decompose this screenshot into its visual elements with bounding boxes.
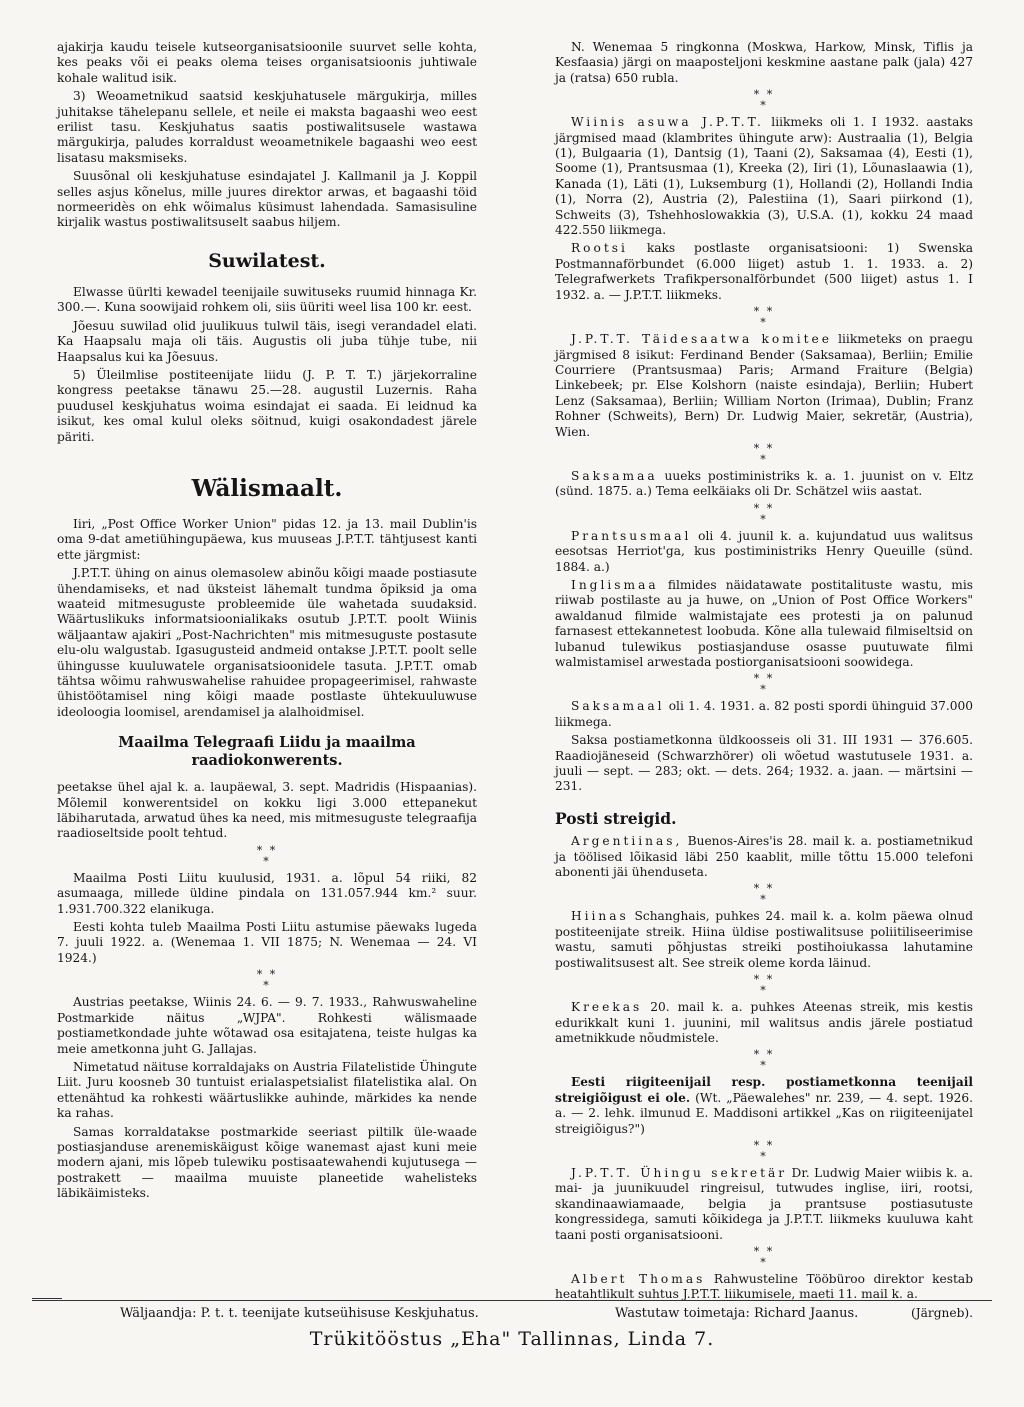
paragraph: Nimetatud näituse korraldajaks on Austria Filatelistide Ühingute Liit. Juru koosneb 30 tuntuist erialaspetsialist filatelistika alal. On ettenähtud ka rohkesti wäärtuslikke auhinde, märkides ka nende ka rahas.: [57, 1059, 477, 1121]
section-heading-telegraph-union: Maailma Telegraafi Liidu ja maailma raadiokonwerents.: [118, 734, 416, 770]
separator-stars: * * *: [753, 882, 775, 907]
paragraph: Saksamaa uueks postiministriks k. a. 1. juunist on v. Eltz (sünd. 1875. a.) Tema eelkäiaks oli Dr. Schätzel wiis aastat.: [555, 468, 973, 499]
paragraph: Argentiinas, Buenos-Aires'is 28. mail k. a. postiametnikud ja töölised lõikasid läbi 250 kaablit, mille tõttu 15.000 telefoni abonenti jäi ühenduseta.: [555, 834, 973, 880]
paragraph: N. Wenemaa 5 ringkonna (Moskwa, Harkow, Minsk, Tiflis ja Kesfaasia) järgi on maaposteljoni keskmine aastane palk (jala) 427 ja (ratsa) 650 rubla.: [555, 40, 973, 85]
separator-stars: * * *: [753, 1048, 775, 1073]
right-column: [555, 40, 973, 1321]
paragraph: Maailma Posti Liitu kuulusid, 1931. a. lõpul 54 riiki, 82 asumaaga, millede üldine pindala on 131.057.944 km.² suur. 1.931.700.322 elanikuga.: [57, 870, 477, 916]
paragraph: Eesti riigiteenijail resp. postiametkonna teenijail streigiõigust ei ole. (Wt. „Päewalehes" nr. 239, — 4. sept. 1926. a. — 2. lehk. ilmunud E. Maddisoni artikkel „Kas on riigiteenijatel streigiõigus?"): [555, 1075, 973, 1136]
paragraph: Austrias peetakse, Wiinis 24. 6. — 9. 7. 1933., Rahwuswaheline Postmarkide näitus „WJPA". Rohkesti wälismaade postiametkondade juhte wõtawad osa esitajatena, teiste hulgas ka meie ametkonna juht G. Jallajas.: [57, 995, 477, 1056]
paragraph: Albert Thomas Rahwusteline Tööbüroo direktor kestab heatahtlikult suhtus J.P.T.T. liikumisele, maeti 11. mail k. a.: [555, 1271, 973, 1302]
left-column: [57, 40, 477, 1205]
separator-stars: * * *: [753, 88, 775, 113]
paragraph: ajakirja kaudu teisele kutseorganisatsioonile suurvet selle kohta, kes peaks või ei peaks olema teises organisatsioonis juhtiwale kohale walitud isik.: [57, 40, 477, 85]
paragraph: 5) Üleilmlise postiteenijate liidu (J. P. T. T.) järjekorraline kongress peetakse tänawu 25.—28. augustil Luzernis. Raha puudusel keskjuhatus woima esindajat ei saada. Ei leidnud ka isikut, kes omal kulul oleks söitnud, kuigi osakondadest järele päriti.: [57, 367, 477, 444]
paragraph: Prantsusmaal oli 4. juunil k. a. kujundatud uus walitsus eesotsas Herriot'ga, kus postiministriks Henry Queuille (sünd. 1884. a.): [555, 528, 973, 574]
paragraph: 3) Weoametnikud saatsid keskjuhatusele märgukirja, milles juhitakse tähelepanu sellele, et neile ei maksta bagaashi weo eest erilist tasu. Keskjuhatus saatis postiwalitsusele wastawa märgukirja, paludes korraldust weoametnikele bagaashi weo eest lisatasu maksmiseks.: [57, 89, 477, 165]
paragraph: Elwasse üürlti kewadel teenijaile suwituseks ruumid hinnaga Kr. 300.—. Kuna soowijaid rohkem oli, siis üüriti weel lisa 100 kr. eest.: [57, 284, 477, 315]
section-heading-suwilatest: Suwilatest.: [208, 249, 326, 272]
separator-stars: * * *: [753, 305, 775, 330]
publisher-line: Wäljaandja: P. t. t. teenijate kutseühisuse Keskjuhatus.: [120, 1306, 479, 1321]
separator-stars: * * *: [753, 973, 775, 998]
paragraph: Kreekas 20. mail k. a. puhkes Ateenas streik, mis kestis edurikkalt kuni 1. juunini, mil walitsus andis järele postiatud ametnikkude nõudmistele.: [555, 1000, 973, 1045]
paragraph: Iiri, „Post Office Worker Union" pidas 12. ja 13. mail Dublin'is oma 9-dat ametiühingupäewa, kus muuseas J.P.T.T. tähtjusest kanti ette järgmist:: [57, 516, 477, 562]
separator-stars: * * *: [753, 1244, 775, 1269]
paragraph: Rootsi kaks postlaste organisatsiooni: 1) Swenska Postmannaförbundet (6.000 liiget) astub 1. 1. 1933. a. 2) Telegrafwerkets Trafikpersonalförbundet (500 liiget) astus 1. I 1932. a. — J.P.T.T. liikmeks.: [555, 241, 973, 302]
paragraph: Inglismaa filmides näidatawate postitalituste wastu, mis riiwab postilaste au ja huwe, on „Union of Post Office Workers" awaldanud filmide walmistajate ees protesti ja on palunud farnasest ettekannetest loobuda. Kõne alla tulewaid filmiseltsid on lubanud tulewikus postiasjanduse osasse puutuwate filmi walmistamisel arwestada postiorganisatsiooni soowidega.: [555, 577, 973, 669]
paragraph: Saksamaal oli 1. 4. 1931. a. 82 posti spordi ühinguid 37.000 liikmega.: [555, 699, 973, 729]
paragraph: Eesti kohta tuleb Maailma Posti Liitu astumise päewaks lugeda 7. juuli 1922. a. (Wenemaa 1. VII 1875; N. Wenemaa — 24. VI 1924.): [57, 920, 477, 965]
paragraph: Suusõnal oli keskjuhatuse esindajatel J. Kallmanil ja J. Koppil selles asjus kõnelus, mille juures direktor arwas, et bagaashi töid normeeridès on ehk wõimalus küsimust lahendada. Samasisuline kirjalik wastus postiwalitsuselt saabus hiljem.: [57, 169, 477, 230]
separator-stars: * * *: [256, 968, 278, 993]
paragraph: J.P.T.T. ühing on ainus olemasolew abinõu kõigi maade postiasute ühendamiseks, et nad üksteist lähemalt tundma õpiksid ja oma waateid mitmesuguste probleemide üle wahetada suudaksid. Wäärtuslikuks informatsioonialikaks osutub J.P.T.T. poolt Wiinis wäljaantaw ajakiri „Post-Nachrichten" mis mitmesuguste postasute elu-olu walgustab. Igasugusteid andmeid ontakse J.P.T.T. poolt selle ühingusse kuuluwatele organisatsioonidele tasuta. J.P.T.T. omab tähtsa wõimu rahwuswahelise rahuidee propageerimisel, rahwaste ühistöötamisel ning kõigi maade postlaste ühtekuuluwuse ideoloogia loomisel, arendamisel ja alalhoidmisel.: [57, 566, 477, 719]
paragraph: Wiinis asuwa J.P.T.T. liikmeks oli 1. I 1932. aastaks järgmised maad (klambrites ühingute arw): Austraalia (1), Belgia (1), Bulgaaria (1), Dantsig (1), Taani (2), Saksamaa (4), Eesti (1), Soome (1), Prantsusmaa (1), Kreeka (2), Iiri (1), Lõunaslaawia (1), Kanada (1), Läti (1), Luksemburg (1), Hollandi (2), Hollandi India (1), Norra (2), Austria (2), Palestiina (1), Saari piirkond (1), Schweits (3), Tshehhoslowakkia (3), U.S.A. (1), kokku 24 maad 422.550 liikmega.: [555, 115, 973, 238]
paragraph: J.P.T.T. Ühingu sekretär Dr. Ludwig Maier wiibis k. a. mai- ja juunikuudel ringreisul, tutwudes inglise, iiri, rootsi, skandinaawiamaade, belgia ja prantsuse postiasutuste kongressidega, samuti kõikidega ja J.P.T.T. liikmeks kuuluwa kaht taani posti organisatsiooni.: [555, 1165, 973, 1242]
to-be-continued: (Järgneb).: [910, 1305, 973, 1320]
paragraph: Jõesuu suwilad olid juulikuus tulwil täis, isegi verandadel elati. Ka Haapsalu maja oli täis. Augustis oli juba tühje tube, nii Haapsalus kui ka Jõesuus.: [57, 318, 477, 364]
separator-stars: * * *: [753, 441, 775, 466]
paragraph: Hiinas Schanghais, puhkes 24. mail k. a. kolm päewa olnud postiteenijate streik. Hiina üldise postiwalitsuse poliitiliseerimise wastu, samuti põhjustas streiki postihoiukassa lahutamine postiwalitsusest alt. See streik oleme korda läinud.: [555, 909, 973, 970]
paragraph: Samas korraldatakse postmarkide seeriast piltilk üle-waade postiasjandusе arenemiskäigust kõige wanemast ajast kuni meie modern ajani, mis lõpeb tulewiku postisaatewahendi kujutusega — postrakett — maailma muuiste planeetide wahelisteks läbikäimisteks.: [57, 1124, 477, 1201]
paragraph: J.P.T.T. Täidesaatwa komitee liikmeteks on praegu järgmised 8 isikut: Ferdinand Bender (Saksamaa), Berliin; Emilie Courriere (Prantsusmaa) Paris; Armand Fraiture (Belgia) Linkebeek; pr. Else Kolshorn (naiste esindaja), Berliin; Hubert Lenz (Saksamaa), Berliin; William Norton (Irimaa), Dublin; Franz Rohner (Schweits), Bern) Dr. Ludwig Maier, sekretär, (Austria), Wien.: [555, 332, 973, 439]
paragraph: peetakse ühel ajal k. a. laupäewal, 3. sept. Madridis (Hispaanias). Mõlemil konwerentsidel on kokku ligi 3.000 ettepanekut läbiharutada, arwatud ühes ka need, mis mitmesuguste telegraafija raadioseltside poolt tehtud.: [57, 780, 477, 841]
separator-stars: * * *: [753, 1138, 775, 1163]
section-heading-walismaalt: Wälismaalt.: [191, 474, 343, 502]
paragraph: Saksa postiametkonna üldkoosseis oli 31. III 1931 — 376.605. Raadiojänesеid (Schwarzhörer) oli wõetud wastutusele 1931. a. juuli — sept. — 283; okt. — dets. 264; 1932. a. jaan. — märtsini — 231.: [555, 733, 973, 794]
separator-stars: * * *: [753, 501, 775, 526]
section-heading-streigid: Posti streigid.: [555, 808, 677, 828]
separator-stars: * * *: [753, 672, 775, 697]
separator-stars: * * *: [256, 843, 278, 868]
printer-line: Trükitööstus „Eha" Tallinnas, Linda 7.: [309, 1328, 715, 1350]
footer-divider: [32, 1300, 992, 1301]
editor-line: Wastutaw toimetaja: Richard Jaanus.: [615, 1306, 859, 1321]
